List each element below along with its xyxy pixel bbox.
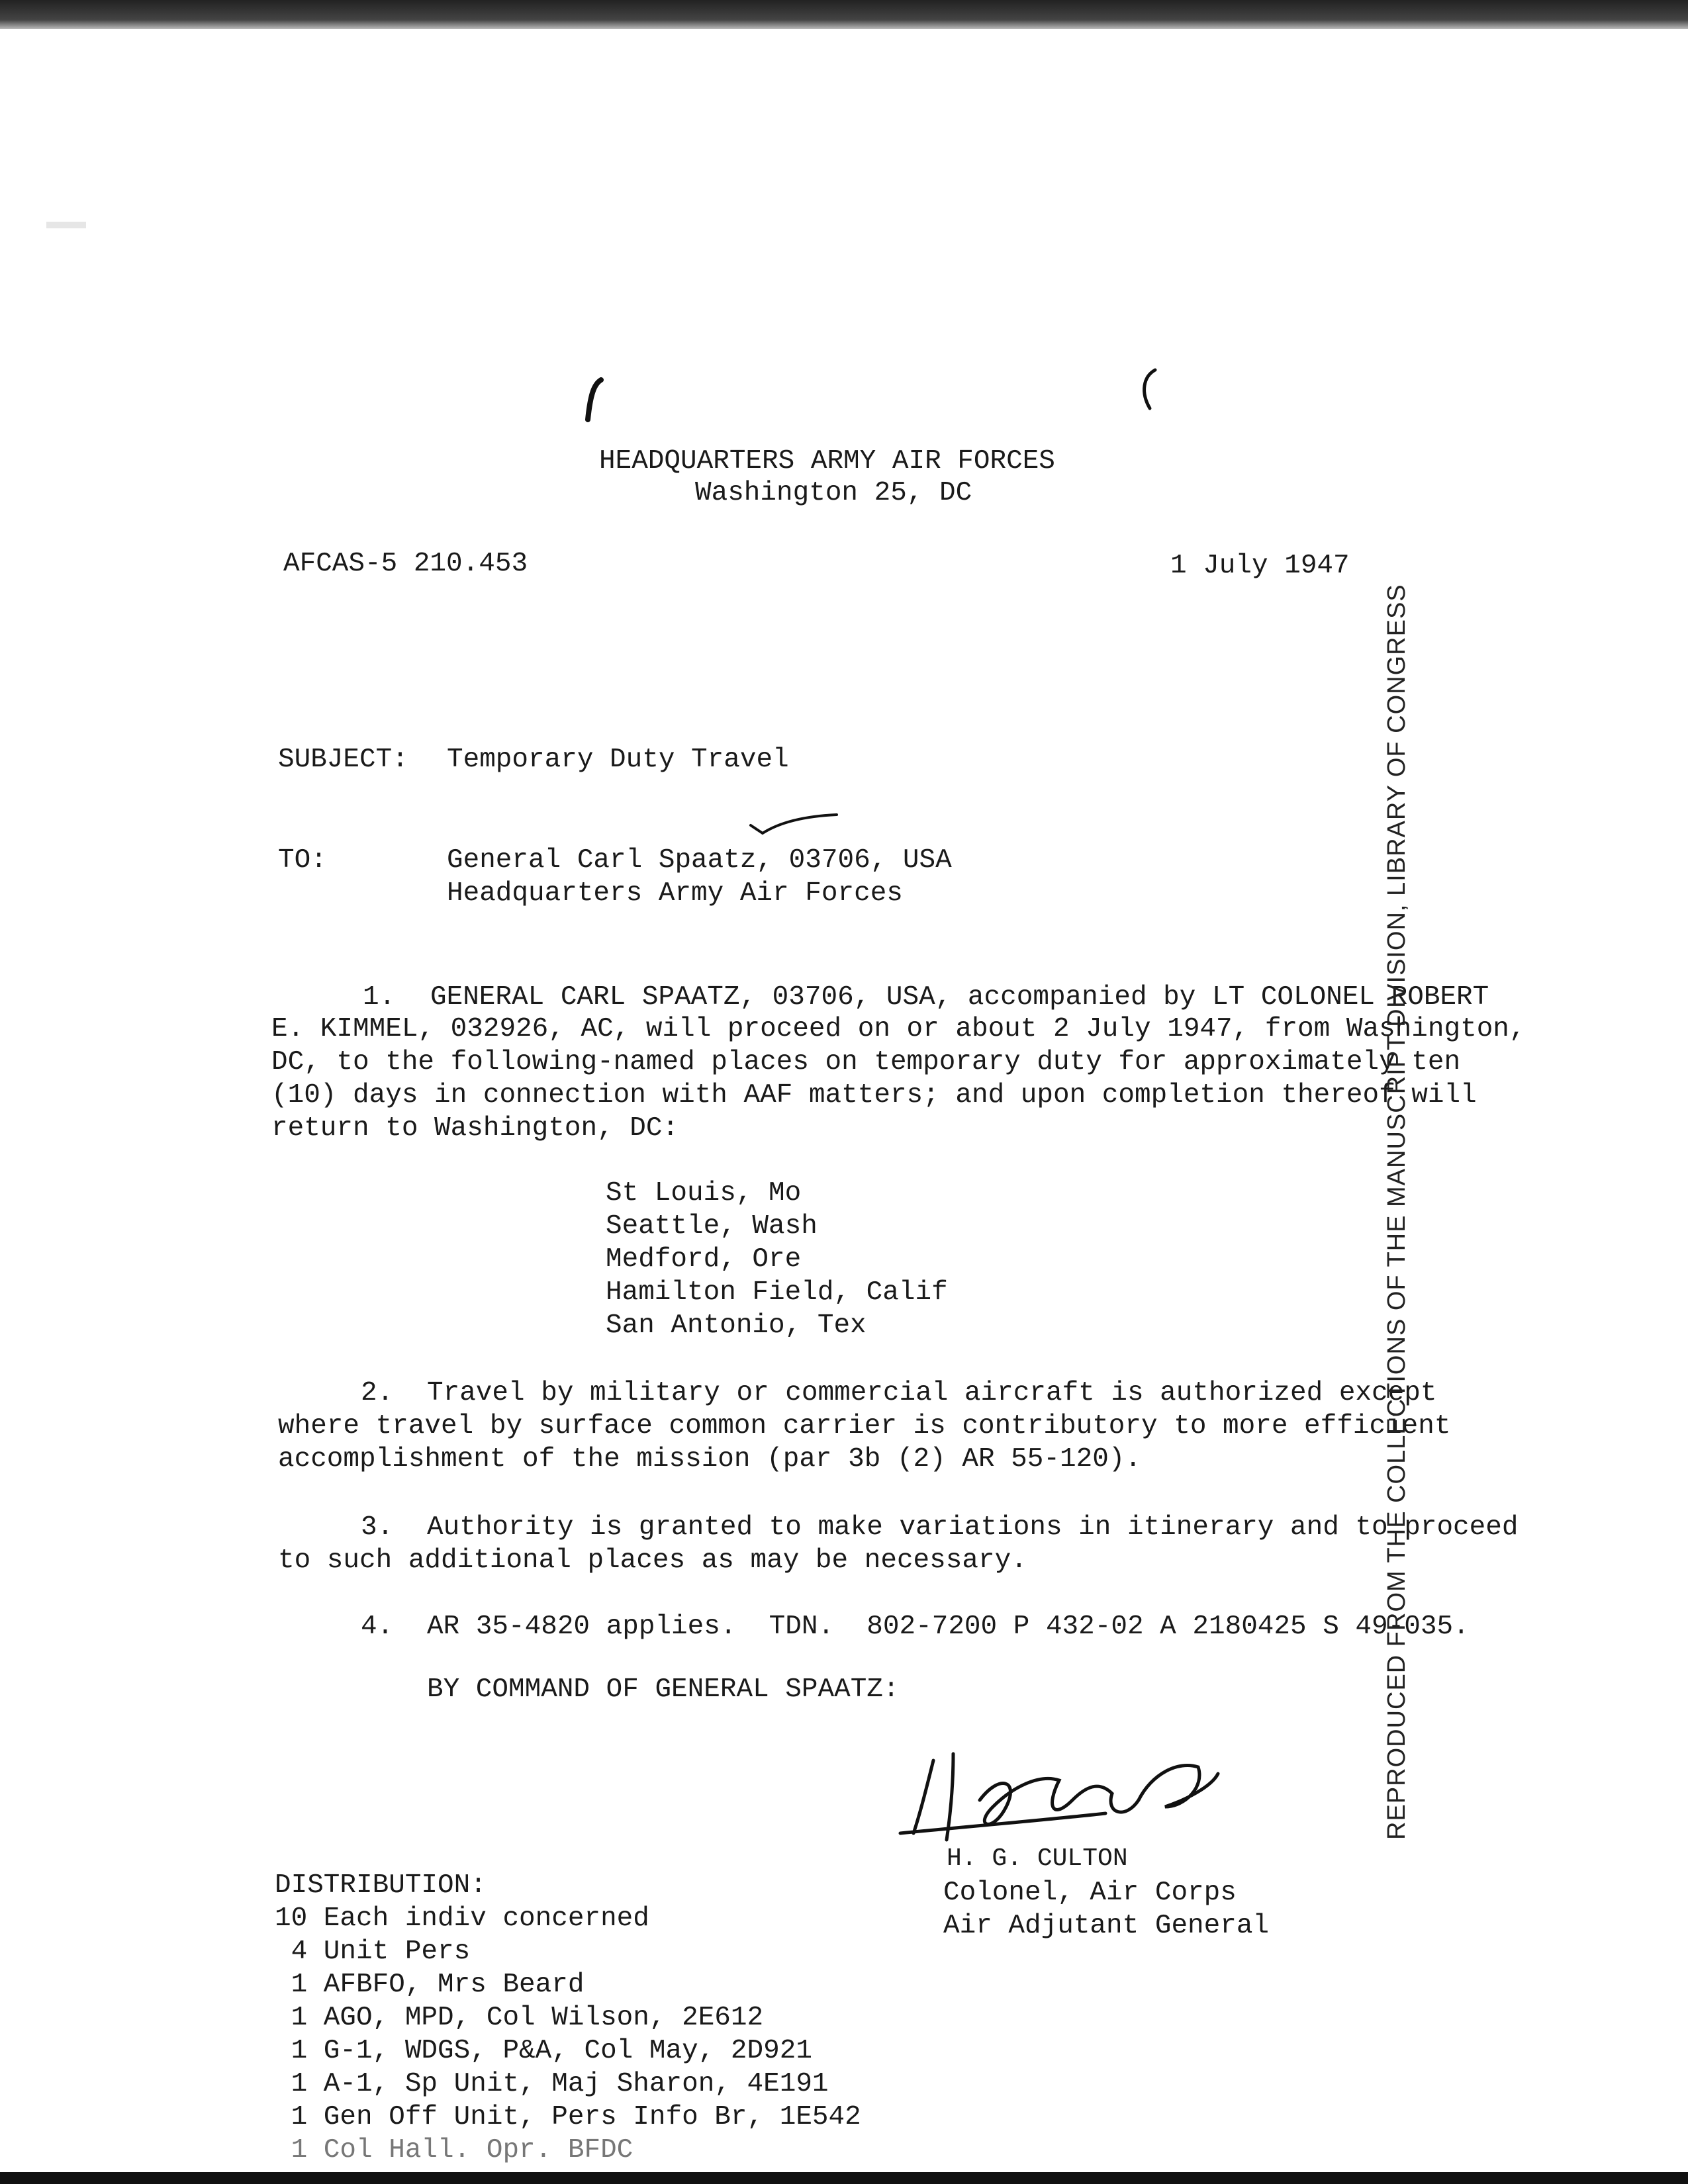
paragraph-1-line-4: (10) days in connection with AAF matters; and upon completion thereof will <box>271 1080 1477 1111</box>
paragraph-3-number: 3. <box>361 1512 394 1543</box>
distribution-item: 1 G-1, WDGS, P&A, Col May, 2D921 <box>275 2036 812 2066</box>
paragraph-3-line-1: Authority is granted to make variations in itinerary and to proceed <box>427 1512 1519 1543</box>
distribution-item: 1 AGO, MPD, Col Wilson, 2E612 <box>275 2003 764 2033</box>
distribution-item: 1 AFBFO, Mrs Beard <box>275 1970 585 2000</box>
reference-number: AFCAS-5 210.453 <box>283 549 528 579</box>
to-label: TO: <box>278 845 327 876</box>
pencil-mark-left <box>583 377 609 424</box>
command-line: BY COMMAND OF GENERAL SPAATZ: <box>427 1674 900 1705</box>
pencil-mark-right <box>1135 367 1162 414</box>
paragraph-1-line-2: E. KIMMEL, 032926, AC, will proceed on or about 2 July 1947, from Washington, <box>271 1014 1526 1044</box>
paragraph-1-line-5: return to Washington, DC: <box>271 1113 679 1144</box>
scan-smudge <box>46 222 86 228</box>
paragraph-1-number: 1. <box>363 982 396 1013</box>
paragraph-2-number: 2. <box>361 1378 394 1408</box>
destination-3: Medford, Ore <box>606 1244 802 1275</box>
paragraph-1-line-1: GENERAL CARL SPAATZ, 03706, USA, accompanied by LT COLONEL ROBERT <box>430 982 1489 1013</box>
destination-5: San Antonio, Tex <box>606 1310 867 1341</box>
scan-bottom-edge <box>0 2172 1688 2184</box>
paragraph-4-text: AR 35-4820 applies. TDN. 802-7200 P 432-02 A 2180425 S 49-035. <box>427 1612 1470 1642</box>
destination-4: Hamilton Field, Calif <box>606 1277 948 1308</box>
subject-text: Temporary Duty Travel <box>447 745 789 775</box>
paragraph-2-line-1: Travel by military or commercial aircraft is authorized except <box>427 1378 1437 1408</box>
letterhead-org: HEADQUARTERS ARMY AIR FORCES <box>599 446 1055 477</box>
distribution-item: 1 Gen Off Unit, Pers Info Br, 1E542 <box>275 2102 861 2132</box>
distribution-item: 10 Each indiv concerned <box>275 1903 649 1934</box>
document-date: 1 July 1947 <box>1170 551 1350 581</box>
paragraph-1-line-3: DC, to the following-named places on temporary duty for approximately ten <box>271 1047 1461 1077</box>
paragraph-2-line-2: where travel by surface common carrier is contributory to more efficient <box>278 1411 1451 1441</box>
paragraph-4-number: 4. <box>361 1612 394 1642</box>
signer-title-2: Air Adjutant General <box>943 1911 1270 1941</box>
paragraph-2-line-3: accomplishment of the mission (par 3b (2) AR 55-120). <box>278 1444 1142 1475</box>
paragraph-3-line-2: to such additional places as may be necessary. <box>278 1545 1027 1576</box>
signer-name: H. G. CULTON <box>947 1844 1128 1873</box>
destination-2: Seattle, Wash <box>606 1211 818 1242</box>
signer-title-1: Colonel, Air Corps <box>943 1878 1237 1908</box>
letterhead-location: Washington 25, DC <box>695 478 972 508</box>
scan-top-edge <box>0 0 1688 29</box>
distribution-item: 1 A-1, Sp Unit, Maj Sharon, 4E191 <box>275 2069 829 2099</box>
archive-stamp: REPRODUCED FROM THE COLLECTIONS OF THE MANUSCRIPT DIVISION, LIBRARY OF CONGRESS <box>1383 584 1411 1840</box>
distribution-item: 1 Col Hall. Opr. BFDC <box>275 2135 633 2165</box>
check-mark <box>748 811 841 837</box>
subject-label: SUBJECT: <box>278 745 408 775</box>
destination-1: St Louis, Mo <box>606 1178 802 1208</box>
distribution-label: DISTRIBUTION: <box>275 1870 487 1901</box>
to-line-2: Headquarters Army Air Forces <box>447 878 903 909</box>
distribution-item: 4 Unit Pers <box>275 1936 471 1967</box>
to-line-1: General Carl Spaatz, 03706, USA <box>447 845 952 876</box>
